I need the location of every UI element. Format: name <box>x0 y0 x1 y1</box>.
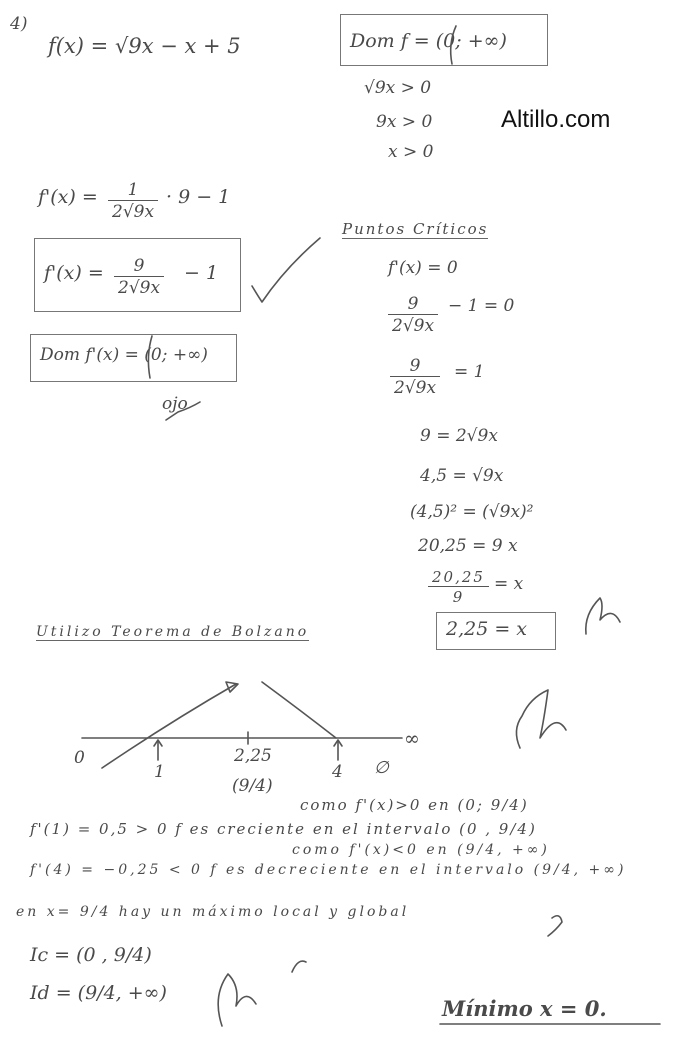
domain-step-2: 9x > 0 <box>376 112 433 132</box>
critical-step-2-den: 2√9x <box>388 314 438 336</box>
conclusion-line-4: f'(4) = −0,25 < 0 f es decreciente en el intervalo (9/4, +∞) <box>30 862 627 878</box>
domain-step-3: x > 0 <box>388 142 434 162</box>
checkmark-icon <box>252 238 320 302</box>
domain-step-1: √9x > 0 <box>364 78 432 98</box>
signature-scribble-2 <box>516 690 566 748</box>
critical-step-7: 20,25 = 9 x <box>418 536 518 556</box>
critical-step-2-num: 9 <box>407 294 419 314</box>
critical-step-3-rest: = 1 <box>454 362 485 382</box>
critical-result: 2,25 = x <box>446 618 528 640</box>
number-line-empty-symbol: ∅ <box>374 758 389 778</box>
bolzano-title: Utilizo Teorema de Bolzano <box>36 624 310 640</box>
decreasing-arrow-icon <box>262 682 336 738</box>
critical-step-4: 9 = 2√9x <box>420 426 498 446</box>
function-definition: f(x) = √9x − x + 5 <box>48 34 241 58</box>
number-line-critical: 2,25 <box>234 746 272 766</box>
boxed-derivative-num: 9 <box>133 256 145 276</box>
signature-scribble-5 <box>292 961 306 972</box>
number-line-infinity: ∞ <box>404 728 420 750</box>
number-line-critical-fraction: (9/4) <box>232 776 273 796</box>
signature-scribble-4 <box>218 974 256 1026</box>
critical-step-5: 4,5 = √9x <box>420 466 504 486</box>
number-line-zero: 0 <box>74 748 85 768</box>
boxed-derivative-den: 2√9x <box>114 276 164 298</box>
increasing-arrow-icon <box>102 684 236 768</box>
derivative-lhs: f'(x) = <box>38 186 98 208</box>
derivative-rest: · 9 − 1 <box>166 186 231 208</box>
final-note: Mínimo x = 0. <box>442 996 607 1021</box>
signature-scribble-3 <box>548 916 562 936</box>
derivative-fraction-den: 2√9x <box>108 200 158 222</box>
boxed-derivative-lhs: f'(x) = <box>44 262 104 284</box>
conclusion-line-3: como f'(x)<0 en (9/4, +∞) <box>292 842 550 858</box>
dom-derivative: Dom f'(x) = (0; +∞) <box>40 345 208 365</box>
critical-step-1: f'(x) = 0 <box>388 258 458 278</box>
domain-bracket-mark <box>451 26 456 64</box>
dom-derivative-bracket-mark <box>148 336 152 378</box>
boxed-derivative-rest: − 1 <box>184 262 219 284</box>
critical-step-2-rest: − 1 = 0 <box>448 296 515 316</box>
critical-step-3-den: 2√9x <box>390 376 440 398</box>
signature-scribble-1 <box>586 598 620 634</box>
conclusion-line-1: como f'(x)>0 en (0; 9/4) <box>300 796 529 814</box>
critical-step-8-num: 20,25 <box>432 568 485 586</box>
ojo-squiggle <box>166 402 200 420</box>
ojo-note: ojo <box>162 394 188 414</box>
critical-step-8-den: 9 <box>428 586 489 606</box>
conclusion-line-2: f'(1) = 0,5 > 0 f es creciente en el intervalo (0 , 9/4) <box>30 820 537 838</box>
number-line-test2: 4 <box>332 762 343 782</box>
conclusion-line-5: en x= 9/4 hay un máximo local y global <box>16 904 410 920</box>
decreasing-interval: Id = (9/4, +∞) <box>30 982 167 1004</box>
problem-number: 4) <box>10 14 28 34</box>
number-line-test1: 1 <box>154 762 165 782</box>
derivative-fraction-num: 1 <box>127 180 139 200</box>
critical-step-8-rest: = x <box>494 574 524 594</box>
critical-step-3-num: 9 <box>409 356 421 376</box>
critical-step-6: (4,5)² = (√9x)² <box>410 502 534 522</box>
watermark-text: Altillo.com <box>501 106 611 133</box>
increasing-interval: Ic = (0 , 9/4) <box>30 944 152 966</box>
domain-result: Dom f = (0; +∞) <box>350 30 507 52</box>
critical-points-title: Puntos Críticos <box>342 220 489 238</box>
